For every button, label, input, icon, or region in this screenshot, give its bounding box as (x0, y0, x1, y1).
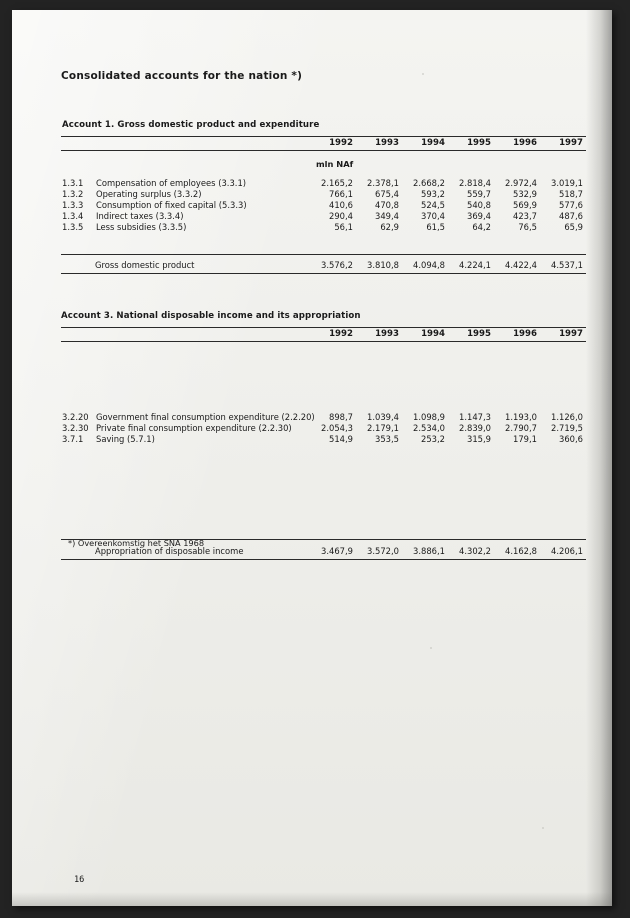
row-spacer (61, 170, 586, 178)
row-description: Less subsidies (3.3.5) (96, 221, 187, 232)
cell-value: 518,7 (559, 189, 583, 200)
row-code: 3.2.30 (62, 423, 89, 434)
row-label (61, 423, 310, 434)
account-1-title: Account 1. Gross domestic product and expenditure (62, 120, 320, 130)
row-label (61, 412, 315, 423)
total-label: Gross domestic product (61, 260, 310, 274)
cell-value: 360,6 (559, 433, 583, 444)
cell-value: 593,2 (421, 189, 445, 200)
cell-value: 349,4 (375, 210, 399, 221)
cell-value: 559,7 (467, 189, 491, 200)
cell-value: 487,6 (559, 210, 583, 221)
cell-value: 2.790,7 (505, 423, 537, 434)
cell-value: 2.179,1 (367, 423, 399, 434)
cell-value: 524,5 (421, 199, 445, 210)
account-1-total-row (61, 260, 586, 274)
row-code: 3.2.20 (62, 412, 89, 423)
column-header-year: 1995 (448, 328, 494, 342)
column-header-year: 1996 (494, 328, 540, 342)
page-number: 16 (74, 875, 85, 885)
column-header-year: 1997 (540, 137, 586, 151)
row-description: Compensation of employees (3.3.1) (96, 178, 247, 189)
cell-value: 253,2 (421, 433, 445, 444)
cell-value: 514,9 (329, 433, 353, 444)
cell-value: 65,9 (564, 221, 583, 232)
cell-value: 2.839,0 (459, 423, 491, 434)
column-header-year: 1992 (310, 137, 356, 151)
page-title: Consolidated accounts for the nation *) (61, 70, 303, 82)
cell-value: 2.972,4 (505, 178, 537, 189)
row-description: Saving (5.7.1) (96, 433, 155, 444)
table-row (61, 434, 586, 445)
column-header-year: 1993 (356, 328, 402, 342)
total-value: 4.537,1 (540, 260, 586, 274)
row-description: Operating surplus (3.3.2) (96, 189, 202, 200)
cell-value: 62,9 (380, 221, 399, 232)
row-label (61, 221, 310, 232)
column-header-year: 1994 (402, 328, 448, 342)
row-label (61, 200, 310, 211)
unit-row-spacer (61, 151, 310, 171)
total-value: 4.094,8 (402, 260, 448, 274)
cell-value: 369,4 (467, 210, 491, 221)
total-value: 3.572,0 (356, 545, 402, 559)
total-label: Appropriation of disposable income (61, 545, 310, 559)
total-value: 4.224,1 (448, 260, 494, 274)
row-code: 1.3.4 (62, 210, 84, 221)
account-1-unit-row (61, 151, 586, 171)
cell-value: 675,4 (375, 189, 399, 200)
column-header-year: 1993 (356, 137, 402, 151)
total-value: 3.576,2 (310, 260, 356, 274)
cell-value: 315,9 (467, 433, 491, 444)
cell-value: 1.126,0 (551, 412, 583, 423)
table-row (61, 221, 586, 232)
cell-value: 76,5 (518, 221, 537, 232)
row-description: Indirect taxes (3.3.4) (96, 210, 184, 221)
total-value: 4.422,4 (494, 260, 540, 274)
row-spacer (61, 444, 586, 540)
cell-value: 423,7 (513, 210, 537, 221)
row-label (61, 210, 310, 221)
row-code: 1.3.2 (62, 189, 84, 200)
total-value: 3.886,1 (402, 545, 448, 559)
scanned-page-sheet (12, 10, 612, 906)
table-row (61, 200, 586, 211)
cell-value: 64,2 (472, 221, 491, 232)
row-description: Government final consumption expenditure (2.2.20) (96, 412, 315, 423)
total-value: 4.302,2 (448, 545, 494, 559)
cell-value: 2.719,5 (551, 423, 583, 434)
cell-value: 56,1 (334, 221, 353, 232)
row-label (61, 189, 310, 200)
row-code: 3.7.1 (62, 433, 84, 444)
row-spacer (61, 342, 586, 413)
total-value: 4.162,8 (494, 545, 540, 559)
cell-value: 2.668,2 (413, 178, 445, 189)
row-spacer (61, 232, 586, 255)
table-row (61, 412, 586, 423)
row-code: 1.3.3 (62, 199, 84, 210)
row-description: Private final consumption expenditure (2.2.30) (96, 423, 292, 434)
cell-value: 2.818,4 (459, 178, 491, 189)
scan-speckle (430, 647, 432, 649)
cell-value: 1.193,0 (505, 412, 537, 423)
cell-value: 577,6 (559, 199, 583, 210)
cell-value: 290,4 (329, 210, 353, 221)
row-label (61, 434, 310, 445)
account-3-header-row (61, 328, 586, 342)
cell-value: 569,9 (513, 199, 537, 210)
column-header-year: 1995 (448, 137, 494, 151)
column-header-year: 1992 (310, 328, 356, 342)
header-label-spacer (61, 328, 310, 342)
column-header-year: 1996 (494, 137, 540, 151)
cell-value: 179,1 (513, 433, 537, 444)
cell-value: 2.165,2 (321, 178, 353, 189)
account-3-title: Account 3. National disposable income and its appropriation (61, 311, 361, 321)
scan-speckle (542, 827, 544, 829)
row-description: Consumption of fixed capital (5.3.3) (96, 199, 247, 210)
header-label-spacer (61, 137, 310, 151)
account-1-table (61, 136, 586, 274)
page-content (12, 10, 612, 906)
total-value: 3.810,8 (356, 260, 402, 274)
total-value: 3.467,9 (310, 545, 356, 559)
cell-value: 540,8 (467, 199, 491, 210)
row-code: 1.3.5 (62, 221, 84, 232)
row-label (61, 178, 310, 189)
cell-value: 61,5 (426, 221, 445, 232)
cell-value: 353,5 (375, 433, 399, 444)
table-row (61, 423, 586, 434)
cell-value: 370,4 (421, 210, 445, 221)
table-row (61, 178, 586, 189)
cell-value: 898,7 (329, 412, 353, 423)
total-value: 4.206,1 (540, 545, 586, 559)
table-row (61, 189, 586, 200)
unit-label: mln NAf (316, 159, 354, 169)
cell-value: 2.534,0 (413, 423, 445, 434)
column-header-year: 1994 (402, 137, 448, 151)
footnote: *) Overeenkomstig het SNA 1968 (68, 538, 205, 548)
cell-value: 3.019,1 (551, 178, 583, 189)
account-3-table-block (61, 327, 586, 560)
cell-value: 532,9 (513, 189, 537, 200)
column-header-year: 1997 (540, 328, 586, 342)
account-3-table (61, 327, 586, 560)
cell-value: 2.054,3 (321, 423, 353, 434)
cell-value: 1.098,9 (413, 412, 445, 423)
cell-value: 470,8 (375, 199, 399, 210)
account-1-header-row (61, 137, 586, 151)
scan-speckle (422, 73, 424, 75)
cell-value: 766,1 (329, 189, 353, 200)
cell-value: 1.147,3 (459, 412, 491, 423)
cell-value: 410,6 (329, 199, 353, 210)
cell-value: 2.378,1 (367, 178, 399, 189)
table-row (61, 210, 586, 221)
cell-value: 1.039,4 (367, 412, 399, 423)
row-code: 1.3.1 (62, 178, 84, 189)
account-1-table-block (61, 136, 586, 274)
